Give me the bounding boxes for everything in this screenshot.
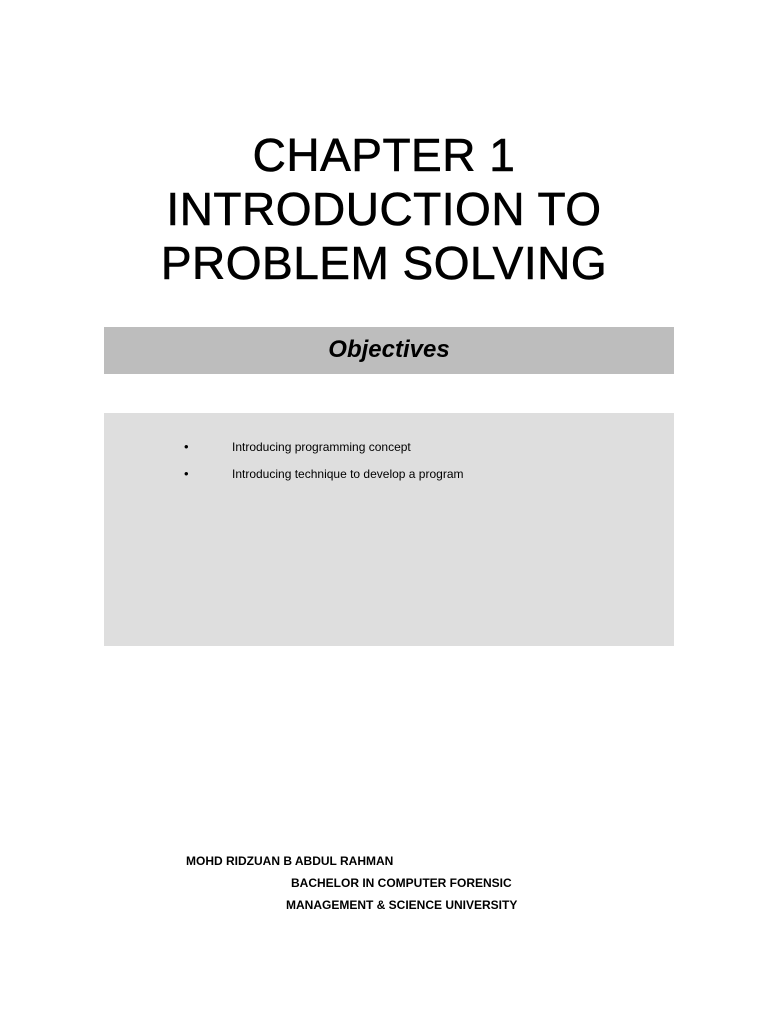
chapter-title: [0, 128, 768, 290]
chapter-number: CHAPTER 1: [252, 129, 516, 181]
author-university: MANAGEMENT & SCIENCE UNIVERSITY: [286, 898, 518, 912]
author-name: MOHD RIDZUAN B ABDUL RAHMAN: [186, 854, 394, 868]
objective-text: Introducing programming concept: [232, 440, 411, 454]
objectives-heading-bar: [104, 327, 674, 374]
author-degree: BACHELOR IN COMPUTER FORENSIC: [291, 876, 512, 890]
objective-text: Introducing technique to develop a program: [232, 467, 464, 481]
chapter-title-line-2: PROBLEM SOLVING: [160, 237, 608, 289]
bullet-icon: •: [184, 466, 189, 481]
objectives-heading: Objectives: [328, 336, 450, 363]
chapter-title-line-1: INTRODUCTION TO: [166, 183, 602, 235]
objectives-box: [104, 413, 674, 646]
bullet-icon: •: [184, 439, 189, 454]
